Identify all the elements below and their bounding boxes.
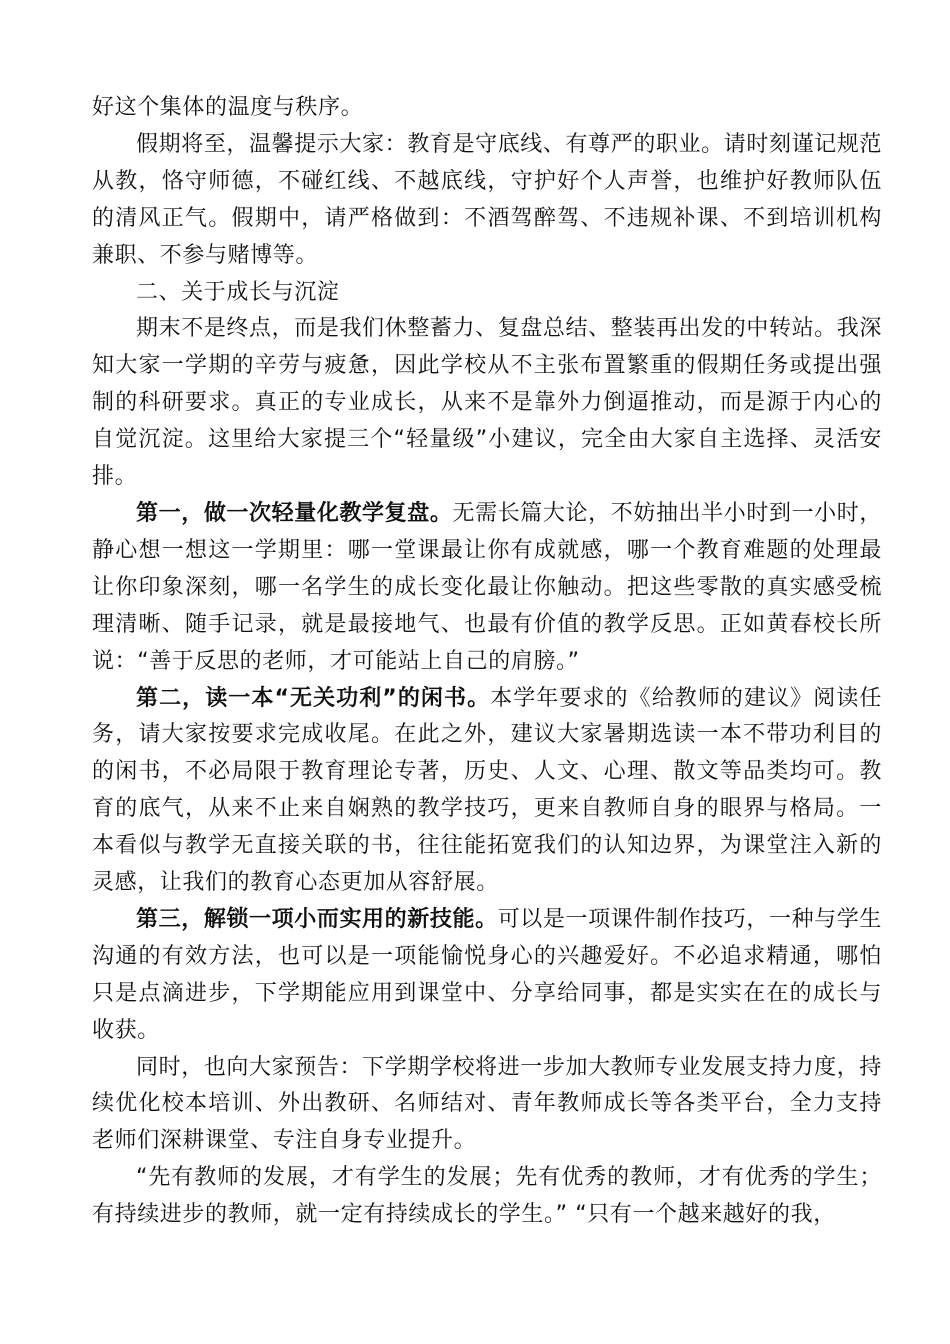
suggestion-text: 无需长篇大论，不妨抽出半小时到一小时，静心想一想这一学期里：哪一堂课最让你有成就感，哪一个教育难题的处理最让你印象深刻，哪一名学生的成长变化最让你触动。把这些零散的真实感受梳理清晰、随手记录，就是最接地气、也最有价值的教学反思。正如黄春校长所说：“善于反思的老师，才可能站上自己的肩膀。” [92, 500, 882, 674]
suggestion-lead: 第二，读一本“无关功利”的闲书。 [136, 685, 491, 711]
suggestion-text: 可以是一项课件制作技巧，一种与学生沟通的有效方法，也可以是一项能愉悦身心的兴趣爱好。不必追求精通，哪怕只是点滴进步，下学期能应用到课堂中、分享给同事，都是实实在在的成长与收获。 [92, 906, 882, 1043]
paragraph-text: 假期将至，温馨提示大家：教育是守底线、有尊严的职业。请时刻谨记规范从教，恪守师德，不碰红线、不越底线，守护好个人声誉，也维护好教师队伍的清风正气。假期中，请严格做到：不酒驾醉驾、不违规补课、不到培训机构兼职、不参与赌博等。 [92, 131, 882, 268]
suggestion-text: 本学年要求的《给教师的建议》阅读任务，请大家按要求完成收尾。在此之外，建议大家暑期选读一本不带功利目的的闲书，不必局限于教育理论专著，历史、人文、心理、散文等品类均可。教育的底气，从来不止来自娴熟的教学技巧，更来自教师自身的眼界与格局。一本看似与教学无直接关联的书，往往能拓宽我们的认知边界，为课堂注入新的灵感，让我们的教育心态更加从容舒展。 [92, 685, 882, 896]
paragraph-text: 好这个集体的温度与秩序。 [92, 95, 364, 120]
paragraph-8 [92, 1050, 882, 1161]
paragraph-text: “先有教师的发展，才有学生的发展；先有优秀的教师，才有优秀的学生；有持续进步的教师，就一定有持续成长的学生。” “只有一个越来越好的我， [92, 1165, 882, 1228]
section-heading-text: 二、关于成长与沉淀 [136, 279, 340, 305]
suggestion-lead: 第一，做一次轻量化教学复盘。 [136, 500, 453, 526]
suggestion-1 [92, 496, 882, 681]
paragraph-2 [92, 127, 882, 275]
paragraph-1 [92, 90, 882, 127]
paragraph-text: 期末不是终点，而是我们休整蓄力、复盘总结、整装再出发的中转站。我深知大家一学期的辛劳与疲惫，因此学校从不主张布置繁重的假期任务或提出强制的科研要求。真正的专业成长，从来不是靠外力倒逼推动，而是源于内心的自觉沉淀。这里给大家提三个“轻量级”小建议，完全由大家自主选择、灵活安排。 [92, 316, 882, 490]
paragraph-4 [92, 311, 882, 496]
section-heading [92, 275, 882, 312]
suggestion-lead: 第三，解锁一项小而实用的新技能。 [136, 906, 498, 932]
suggestion-3 [92, 902, 882, 1050]
suggestion-2 [92, 681, 882, 902]
paragraph-text: 同时，也向大家预告：下学期学校将进一步加大教师专业发展支持力度，持续优化校本培训、外出教研、名师结对、青年教师成长等各类平台，全力支持老师们深耕课堂、专注自身专业提升。 [92, 1054, 882, 1154]
paragraph-9 [92, 1160, 882, 1234]
document-page [92, 90, 882, 1234]
